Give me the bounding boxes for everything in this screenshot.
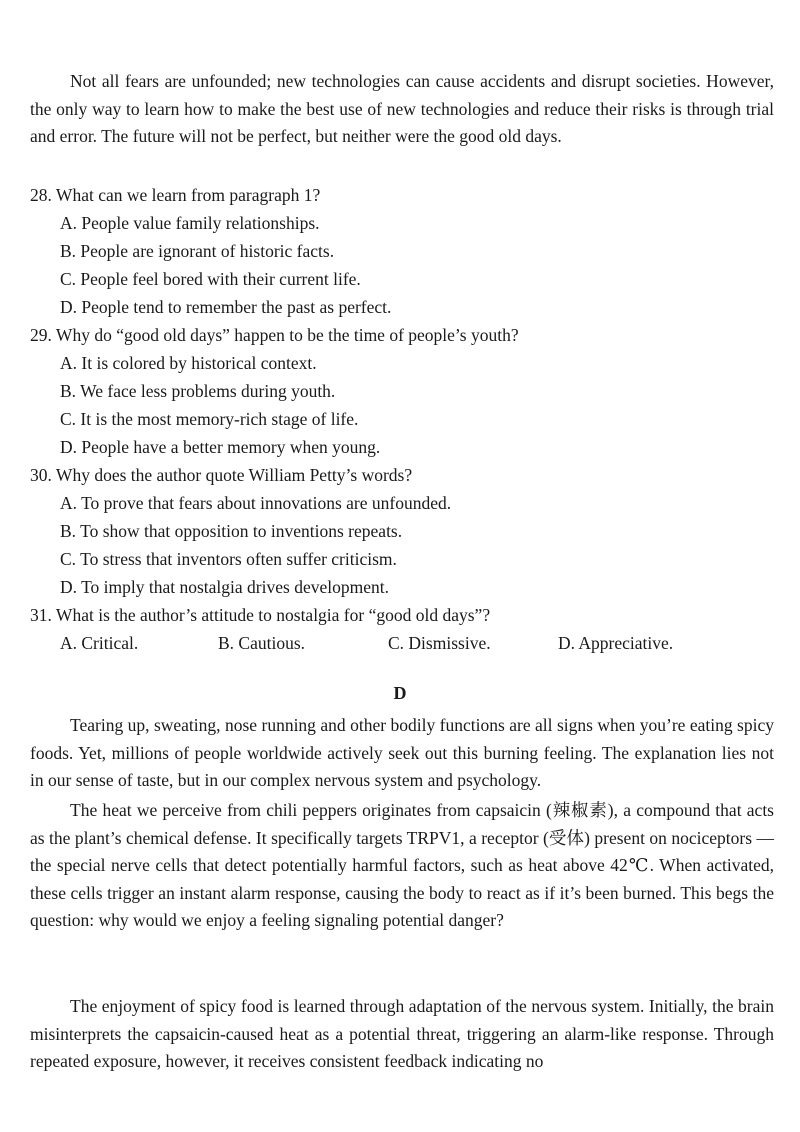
question-stem: 28. What can we learn from paragraph 1? — [30, 185, 321, 205]
passage-paragraph-1: Tearing up, sweating, nose running and other bodily functions are all signs when you’re eating spicy foods. Yet, millions of people worldwide actively seek out this burning feeling. The explanation lies not in our sense of taste, but in our complex nervous system and psychology. — [30, 715, 774, 790]
option-b: B. We face less problems during youth. — [60, 381, 336, 401]
question-29 — [30, 321, 780, 461]
question-28 — [30, 181, 780, 321]
option-d: D. To imply that nostalgia drives development. — [60, 577, 389, 597]
option-b: B. People are ignorant of historic facts. — [60, 241, 335, 261]
question-31 — [30, 601, 780, 657]
option-c: C. Dismissive. — [388, 633, 491, 653]
passage-paragraph-2: The heat we perceive from chili peppers originates from capsaicin (辣椒素), a compound that acts as the plant’s chemical defense. It specifically targets TRPV1, a receptor (受体) present on nociceptors — the special nerve cells that detect potentially harmful factors, such as heat above 42℃. When activated, these cells trigger an instant alarm response, causing the body to react as if it’s been burned. This begs the question: why would we enjoy a feeling signaling potential danger? — [30, 800, 774, 930]
question-stem: 29. Why do “good old days” happen to be the time of people’s youth? — [30, 325, 519, 345]
section-heading: D — [393, 683, 407, 703]
option-a: A. People value family relationships. — [60, 213, 320, 233]
question-stem: 31. What is the author’s attitude to nostalgia for “good old days”? — [30, 605, 491, 625]
option-d: D. Appreciative. — [558, 633, 674, 653]
option-b: B. To show that opposition to inventions repeats. — [60, 521, 403, 541]
options-row — [30, 629, 780, 657]
option-c: C. To stress that inventors often suffer criticism. — [60, 549, 397, 569]
intro-paragraph: Not all fears are unfounded; new technologies can cause accidents and disrupt societies. However, the only way to learn how to make the best use of new technologies and reduce their risks is through trial and error. The future will not be perfect, but neither were the good old days. — [30, 71, 774, 146]
option-a: A. It is colored by historical context. — [60, 353, 317, 373]
option-d: D. People have a better memory when young. — [60, 437, 381, 457]
passage-paragraph-3: The enjoyment of spicy food is learned through adaptation of the nervous system. Initially, the brain misinterprets the capsaicin-caused heat as a potential threat, triggering an alarm-like response. Through repeated exposure, however, it receives consistent feedback indicating no — [30, 996, 774, 1071]
question-30 — [30, 461, 780, 601]
option-b: B. Cautious. — [218, 633, 306, 653]
option-c: C. People feel bored with their current life. — [60, 269, 361, 289]
option-c: C. It is the most memory-rich stage of life. — [60, 409, 359, 429]
option-d: D. People tend to remember the past as perfect. — [60, 297, 392, 317]
question-stem: 30. Why does the author quote William Petty’s words? — [30, 465, 413, 485]
option-a: A. To prove that fears about innovations are unfounded. — [60, 493, 452, 513]
option-a: A. Critical. — [60, 633, 139, 653]
